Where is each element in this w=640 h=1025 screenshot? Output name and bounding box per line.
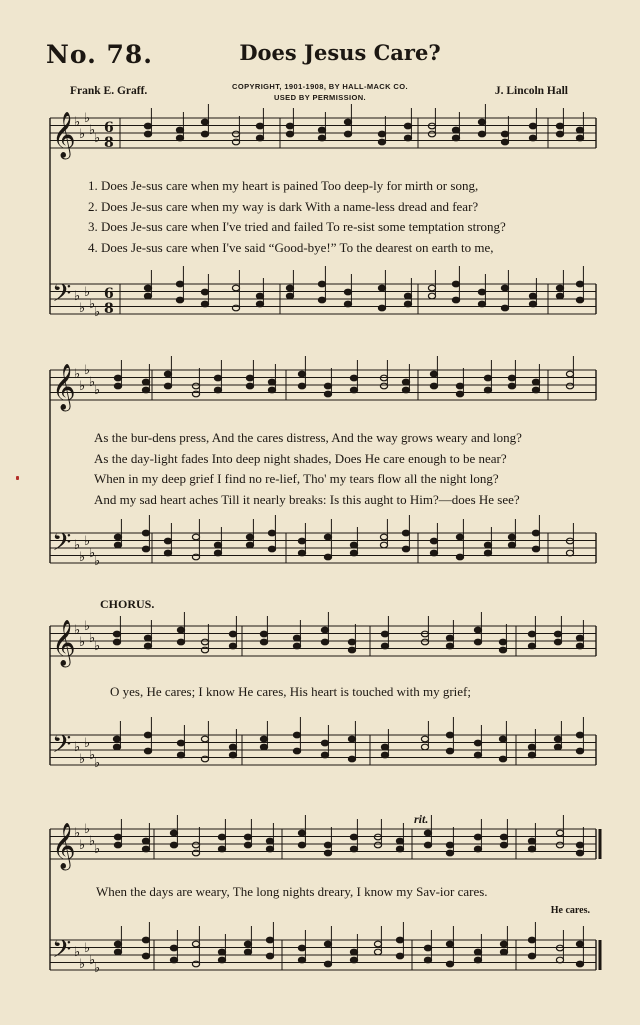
svg-text:♭: ♭ [74,115,81,130]
svg-text:♭: ♭ [74,538,81,553]
verse-line: 4. Does Je-sus care when I've said “Good-bye!” To the dearest on earth to me, [88,239,494,255]
svg-text:♭: ♭ [79,127,86,142]
svg-text:♭: ♭ [89,123,96,138]
permission-line: USED BY PERMISSION. [273,93,367,102]
svg-text:♭: ♭ [79,635,86,650]
svg-text:♭: ♭ [84,534,91,549]
svg-text:♭: ♭ [84,111,91,126]
svg-text:♭: ♭ [74,623,81,638]
svg-text:♭: ♭ [89,297,96,312]
verse-line: When in my deep grief I find no re-lief, Tho' my tears flow all the night long? [94,471,499,486]
svg-text:♭: ♭ [94,383,101,398]
chorus-lyric-2: When the days are weary, The long nights dreary, I know my Sav-ior cares. [96,884,488,899]
svg-text:♭: ♭ [74,945,81,960]
svg-text:6: 6 [104,286,114,302]
svg-text:♭: ♭ [89,546,96,561]
svg-text:♭: ♭ [94,639,101,654]
copyright-line: COPYRIGHT, 1901-1908, BY HALL-MACK CO. [232,82,408,91]
svg-text:♭: ♭ [89,375,96,390]
verse-line: 2. Does Je-sus care when my way is dark With a name-less dread and fear? [88,198,479,214]
verse-block-2 [94,428,522,510]
svg-text:♭: ♭ [89,834,96,849]
echo-text: He cares. [550,905,590,916]
svg-text:♭: ♭ [94,842,101,857]
tempo-marking: rit. [414,812,429,826]
svg-text:𝄢: 𝄢 [52,935,72,970]
hymn-number: No. 78. [46,40,153,69]
verse-line: And my sad heart aches Till it nearly breaks: Is this aught to Him?—does He see? [94,491,520,507]
verse-line: As the day-light fades Into deep night shades, Does He care enough to be near? [94,450,507,466]
svg-text:𝄞: 𝄞 [52,112,76,158]
margin-mark [16,476,19,480]
svg-text:♭: ♭ [74,740,81,755]
svg-text:𝄢: 𝄢 [52,730,72,765]
svg-text:𝄢: 𝄢 [52,279,72,314]
svg-text:𝄢: 𝄢 [52,528,72,563]
svg-text:𝄞: 𝄞 [52,620,76,666]
svg-text:♭: ♭ [74,367,81,382]
svg-text:♭: ♭ [79,752,86,767]
verse-line: As the bur-dens press, And the cares distress, And the way grows weary and long? [94,430,522,445]
svg-text:𝄞: 𝄞 [52,364,76,410]
svg-text:♭: ♭ [94,554,101,569]
svg-text:♭: ♭ [94,756,101,771]
svg-text:♭: ♭ [84,363,91,378]
svg-text:♭: ♭ [94,961,101,976]
svg-text:8: 8 [104,301,114,317]
chorus-lyric: O yes, He cares; I know He cares, His heart is touched with my grief; [110,684,471,699]
svg-text:8: 8 [104,135,114,151]
svg-text:♭: ♭ [84,736,91,751]
svg-text:♭: ♭ [94,305,101,320]
hymn-title: Does Jesus Care? [239,40,441,65]
svg-text:♭: ♭ [79,838,86,853]
svg-text:♭: ♭ [89,748,96,763]
verse-line: 3. Does Je-sus care when I've tried and failed To re-sist some temptation strong? [88,219,506,234]
svg-text:♭: ♭ [79,550,86,565]
svg-text:6: 6 [104,120,114,136]
svg-text:♭: ♭ [84,941,91,956]
svg-text:♭: ♭ [79,957,86,972]
svg-text:♭: ♭ [79,379,86,394]
svg-text:♭: ♭ [79,301,86,316]
chorus-label: CHORUS. [100,597,155,611]
svg-text:𝄞: 𝄞 [52,823,76,869]
svg-text:♭: ♭ [94,131,101,146]
svg-text:♭: ♭ [89,953,96,968]
verse-line: 1. Does Je-sus care when my heart is pained Too deep-ly for mirth or song, [88,178,479,193]
svg-text:♭: ♭ [84,822,91,837]
svg-text:♭: ♭ [89,631,96,646]
verse-block-1 [88,176,506,258]
lyricist-credit: Frank E. Graff. [70,85,148,97]
svg-text:♭: ♭ [84,285,91,300]
svg-text:♭: ♭ [74,289,81,304]
svg-text:♭: ♭ [74,826,81,841]
composer-credit: J. Lincoln Hall [494,85,568,97]
svg-text:♭: ♭ [84,619,91,634]
